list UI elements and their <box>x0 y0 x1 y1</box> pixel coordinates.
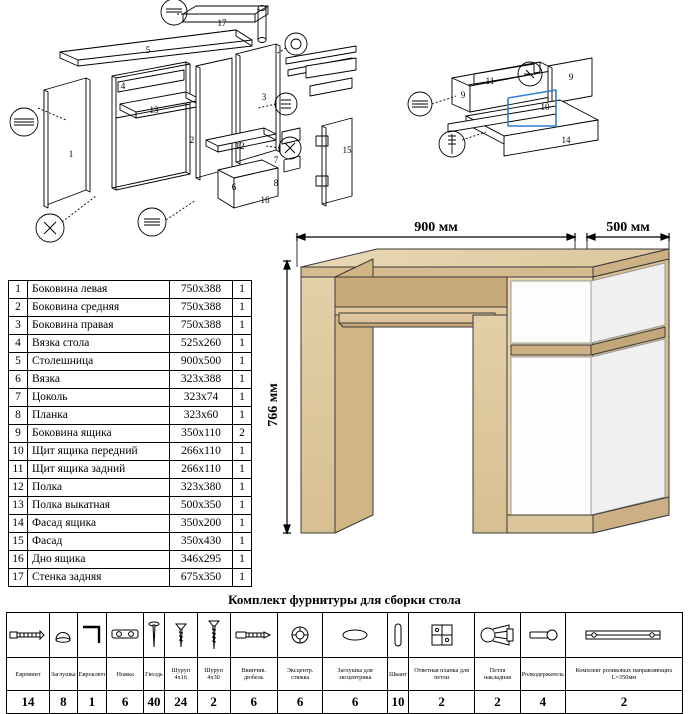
cam-cap-icon <box>323 613 388 658</box>
slide-set-icon <box>565 613 682 658</box>
callout-6: 6 <box>231 182 237 192</box>
callout-17: 17 <box>217 18 227 28</box>
nail-icon <box>144 613 165 658</box>
hardware-label: Шуруп 4х30 <box>197 658 230 691</box>
callout-drawer: 16 <box>260 195 270 205</box>
callout-11: 11 <box>485 76 495 86</box>
callout-4: 4 <box>120 81 126 91</box>
screw-4x30-icon <box>197 613 230 658</box>
dimension-height: 766 мм <box>266 383 281 427</box>
callout-14: 14 <box>561 135 571 145</box>
callout-5: 5 <box>145 45 151 55</box>
hardware-label: Ответная планка для петли <box>408 658 474 691</box>
table-row: 12 Полка 323х380 1 <box>9 479 252 497</box>
hardware-icons-row <box>7 613 683 658</box>
table-row: 1 Боковина левая 750х388 1 <box>9 281 252 299</box>
table-row: 15 Фасад 350х430 1 <box>9 533 252 551</box>
hardware-counts-row <box>7 691 683 714</box>
hardware-qty: 1 <box>77 691 106 714</box>
hardware-qty: 24 <box>164 691 197 714</box>
callout-9: 9 <box>568 72 574 82</box>
hardware-label: Петля накладная <box>475 658 521 691</box>
callout-10: 10 <box>540 102 550 112</box>
parts-table <box>8 280 252 587</box>
hardware-qty: 8 <box>50 691 78 714</box>
hardware-label: Ножка <box>107 658 144 691</box>
callout-15: 15 <box>342 145 352 155</box>
table-row: 9 Боковина ящика 350х110 2 <box>9 425 252 443</box>
table-row: 8 Планка 323х60 1 <box>9 407 252 425</box>
cam-lock-icon <box>277 613 322 658</box>
callout-9b: 9 <box>460 90 466 100</box>
table-row: 13 Полка выкатная 500х350 1 <box>9 497 252 515</box>
hardware-qty: 2 <box>565 691 682 714</box>
allen-key-icon <box>77 613 106 658</box>
table-row: 7 Цоколь 323х74 1 <box>9 389 252 407</box>
hardware-label: Шуруп 4х16 <box>164 658 197 691</box>
callout-13: 13 <box>149 105 159 115</box>
hardware-label: Заглушка для эксцентрика <box>323 658 388 691</box>
hardware-label: Евровинт <box>7 658 50 691</box>
callout-3: 3 <box>261 92 267 102</box>
cap-icon <box>50 613 78 658</box>
hardware-qty: 6 <box>277 691 322 714</box>
hardware-qty: 2 <box>197 691 230 714</box>
finished-desk-drawing <box>255 215 689 585</box>
hardware-qty: 40 <box>144 691 165 714</box>
table-row: 3 Боковина правая 750х388 1 <box>9 317 252 335</box>
wood-dowel-icon <box>388 613 409 658</box>
hardware-qty: 2 <box>475 691 521 714</box>
hinge-icon <box>475 613 521 658</box>
hardware-section-title: Комплект фурнитуры для сборки стола <box>228 592 461 607</box>
hardware-qty: 6 <box>230 691 277 714</box>
roller-holder-icon <box>520 613 565 658</box>
dimension-width: 900 мм <box>414 220 458 235</box>
screw-4x16-icon <box>164 613 197 658</box>
table-row: 6 Вязка 323х388 1 <box>9 371 252 389</box>
hardware-label: Ролкодержатель <box>520 658 565 691</box>
callout-2: 2 <box>189 135 195 145</box>
hardware-label: Заглушка <box>50 658 78 691</box>
callout-12: 12 <box>235 141 245 151</box>
hardware-label: Комплект роликовых направляющих L=350мм <box>565 658 682 691</box>
hardware-qty: 10 <box>388 691 409 714</box>
hardware-qty: 6 <box>323 691 388 714</box>
hardware-qty: 4 <box>520 691 565 714</box>
hardware-labels-row <box>7 658 683 691</box>
hardware-label: Эксцентр. стяжка <box>277 658 322 691</box>
table-row: 5 Столешница 900х500 1 <box>9 353 252 371</box>
euroscrew-icon <box>7 613 50 658</box>
table-row: 16 Дно ящика 346х295 1 <box>9 551 252 569</box>
parts-table-body <box>9 281 252 587</box>
hardware-qty: 14 <box>7 691 50 714</box>
table-row: 10 Щит ящика передний 266х110 1 <box>9 443 252 461</box>
table-row: 4 Вязка стола 525х260 1 <box>9 335 252 353</box>
dimension-depth: 500 мм <box>606 220 650 235</box>
hardware-label: Евроключ <box>77 658 106 691</box>
callout-7: 7 <box>273 155 279 165</box>
hardware-table <box>6 612 683 714</box>
hardware-label: Ввинчив. дюбель <box>230 658 277 691</box>
table-row: 2 Боковина средняя 750х388 1 <box>9 299 252 317</box>
foot-icon <box>107 613 144 658</box>
table-row: 17 Стенка задняя 675х350 1 <box>9 569 252 587</box>
callout-1: 1 <box>68 149 74 159</box>
hardware-label: Шкант <box>388 658 409 691</box>
table-row: 11 Щит ящика задний 266х110 1 <box>9 461 252 479</box>
hinge-plate-icon <box>408 613 474 658</box>
hardware-qty: 6 <box>107 691 144 714</box>
callout-8: 8 <box>273 178 279 188</box>
hardware-qty: 2 <box>408 691 474 714</box>
hardware-label: Гвоздь <box>144 658 165 691</box>
table-row: 14 Фасад ящика 350х200 1 <box>9 515 252 533</box>
dowel-screw-icon <box>230 613 277 658</box>
